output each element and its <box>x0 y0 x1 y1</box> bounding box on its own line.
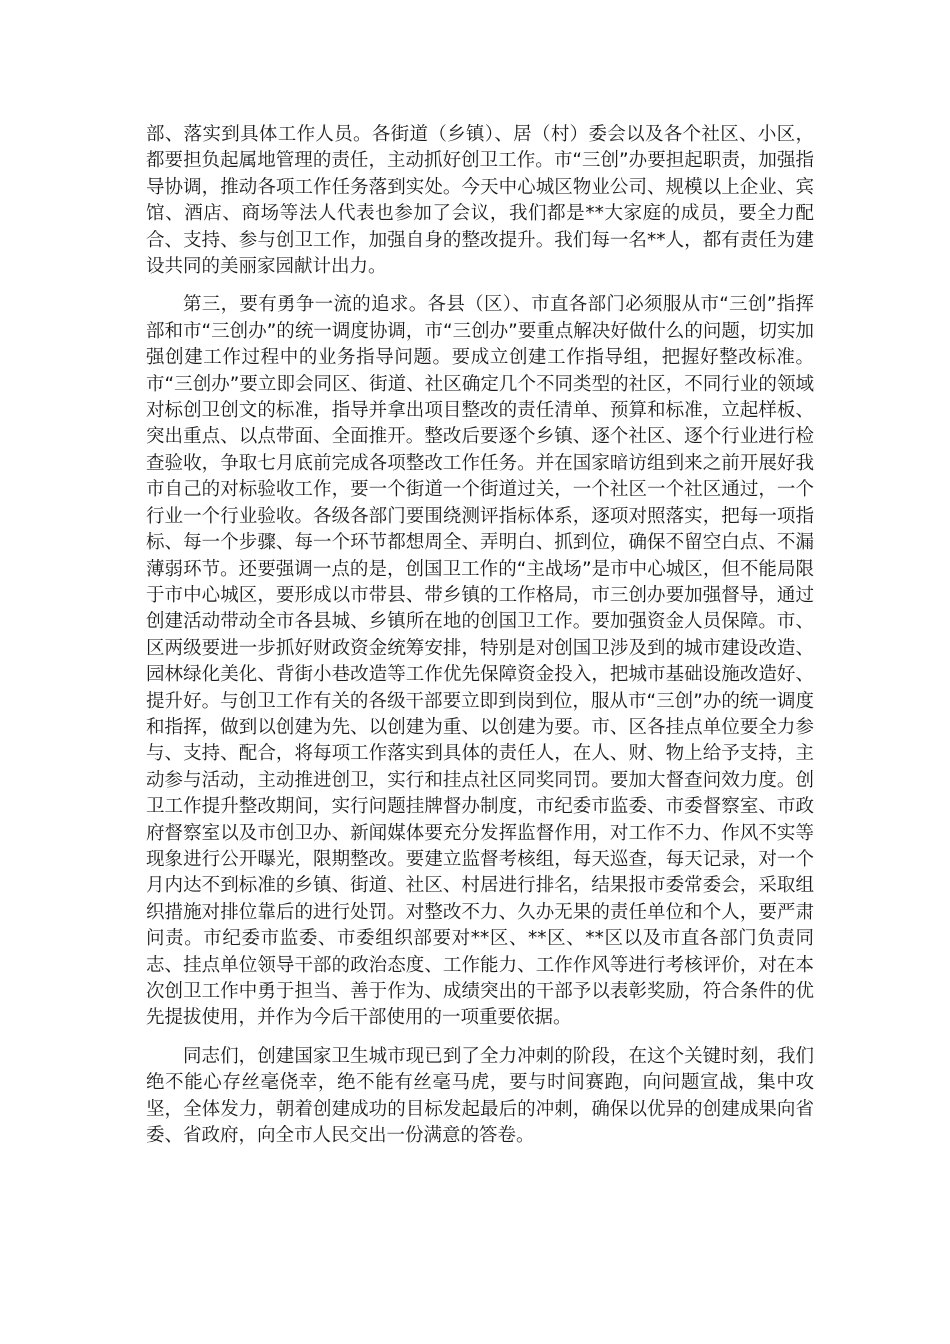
paragraph-closing: 同志们，创建国家卫生城市现已到了全力冲刺的阶段，在这个关键时刻，我们绝不能心存丝毫侥幸，绝不能有丝毫马虎，要与时间赛跑，向问题宣战，集中攻坚，全体发力，朝着创建成功的目标发起最后的冲刺，确保以优异的创建成果向省委、省政府，向全市人民交出一份满意的答卷。 <box>146 1045 814 1147</box>
paragraph-continuation: 部、落实到具体工作人员。各街道（乡镇）、居（村）委会以及各个社区、小区，都要担负起属地管理的责任，主动抓好创卫工作。市“三创”办要担起职责，加强指导协调，推动各项工作任务落到实处。今天中心城区物业公司、规模以上企业、宾馆、酒店、商场等法人代表也参加了会议，我们都是**大家庭的成员，要全力配合、支持、参与创卫工作，加强自身的整改提升。我们每一名**人，都有责任为建设共同的美丽家园献计出力。 <box>146 124 814 278</box>
document-page <box>146 122 814 1161</box>
paragraph-third-point: 第三，要有勇争一流的追求。各县（区）、市直各部门必须服从市“三创”指挥部和市“三创办”的统一调度协调，市“三创办”要重点解决好做什么的问题，切实加强创建工作过程中的业务指导问题。要成立创建工作指导组，把握好整改标准。市“三创办”要立即会同区、街道、社区确定几个不同类型的社区，不同行业的领域对标创卫创文的标准，指导并拿出项目整改的责任清单、预算和标准，立起样板、突出重点、以点带面、全面推开。整改后要逐个乡镇、逐个社区、逐个行业进行检查验收，争取七月底前完成各项整改工作任务。并在国家暗访组到来之前开展好我市自己的对标验收工作，要一个街道一个街道过关，一个社区一个社区通过，一个行业一个行业验收。各级各部门要围绕测评指标体系，逐项对照落实，把每一项指标、每一个步骤、每一个环节都想周全、弄明白、抓到位，确保不留空白点、不漏薄弱环节。还要强调一点的是，创国卫工作的“主战场”是市中心城区，但不能局限于市中心城区，要形成以市带县、带乡镇的工作格局，市三创办要加强督导，通过创建活动带动全市各县城、乡镇所在地的创国卫工作。要加强资金人员保障。市、区两级要进一步抓好财政资金统筹安排，特别是对创国卫涉及到的城市建设改造、园林绿化美化、背街小巷改造等工作优先保障资金投入，把城市基础设施改造好、提升好。与创卫工作有关的各级干部要立即到岗到位，服从市“三创”办的统一调度和指挥，做到以创建为先、以创建为重、以创建为要。市、区各挂点单位要全力参与、支持、配合，将每项工作落实到具体的责任人，在人、财、物上给予支持，主动参与活动，主动推进创卫，实行和挂点社区同奖同罚。要加大督查问效力度。创卫工作提升整改期间，实行问题挂牌督办制度，市纪委市监委、市委督察室、市政府督察室以及市创卫办、新闻媒体要充分发挥监督作用，对工作不力、作风不实等现象进行公开曝光，限期整改。要建立监督考核组，每天巡查，每天记录，对一个月内达不到标准的乡镇、街道、社区、村居进行排名，结果报市委常委会，采取组织措施对排位靠后的进行处罚。对整改不力、久办无果的责任单位和个人，要严肃问责。市纪委市监委、市委组织部要对**区、**区、**区以及市直各部门负责同志、挂点单位领导干部的政治态度、工作能力、工作作风等进行考核评价，对在本次创卫工作中勇于担当、善于作为、成绩突出的干部予以表彰奖励，符合条件的优先提拔使用，并作为今后干部使用的一项重要依据。 <box>146 294 814 1029</box>
